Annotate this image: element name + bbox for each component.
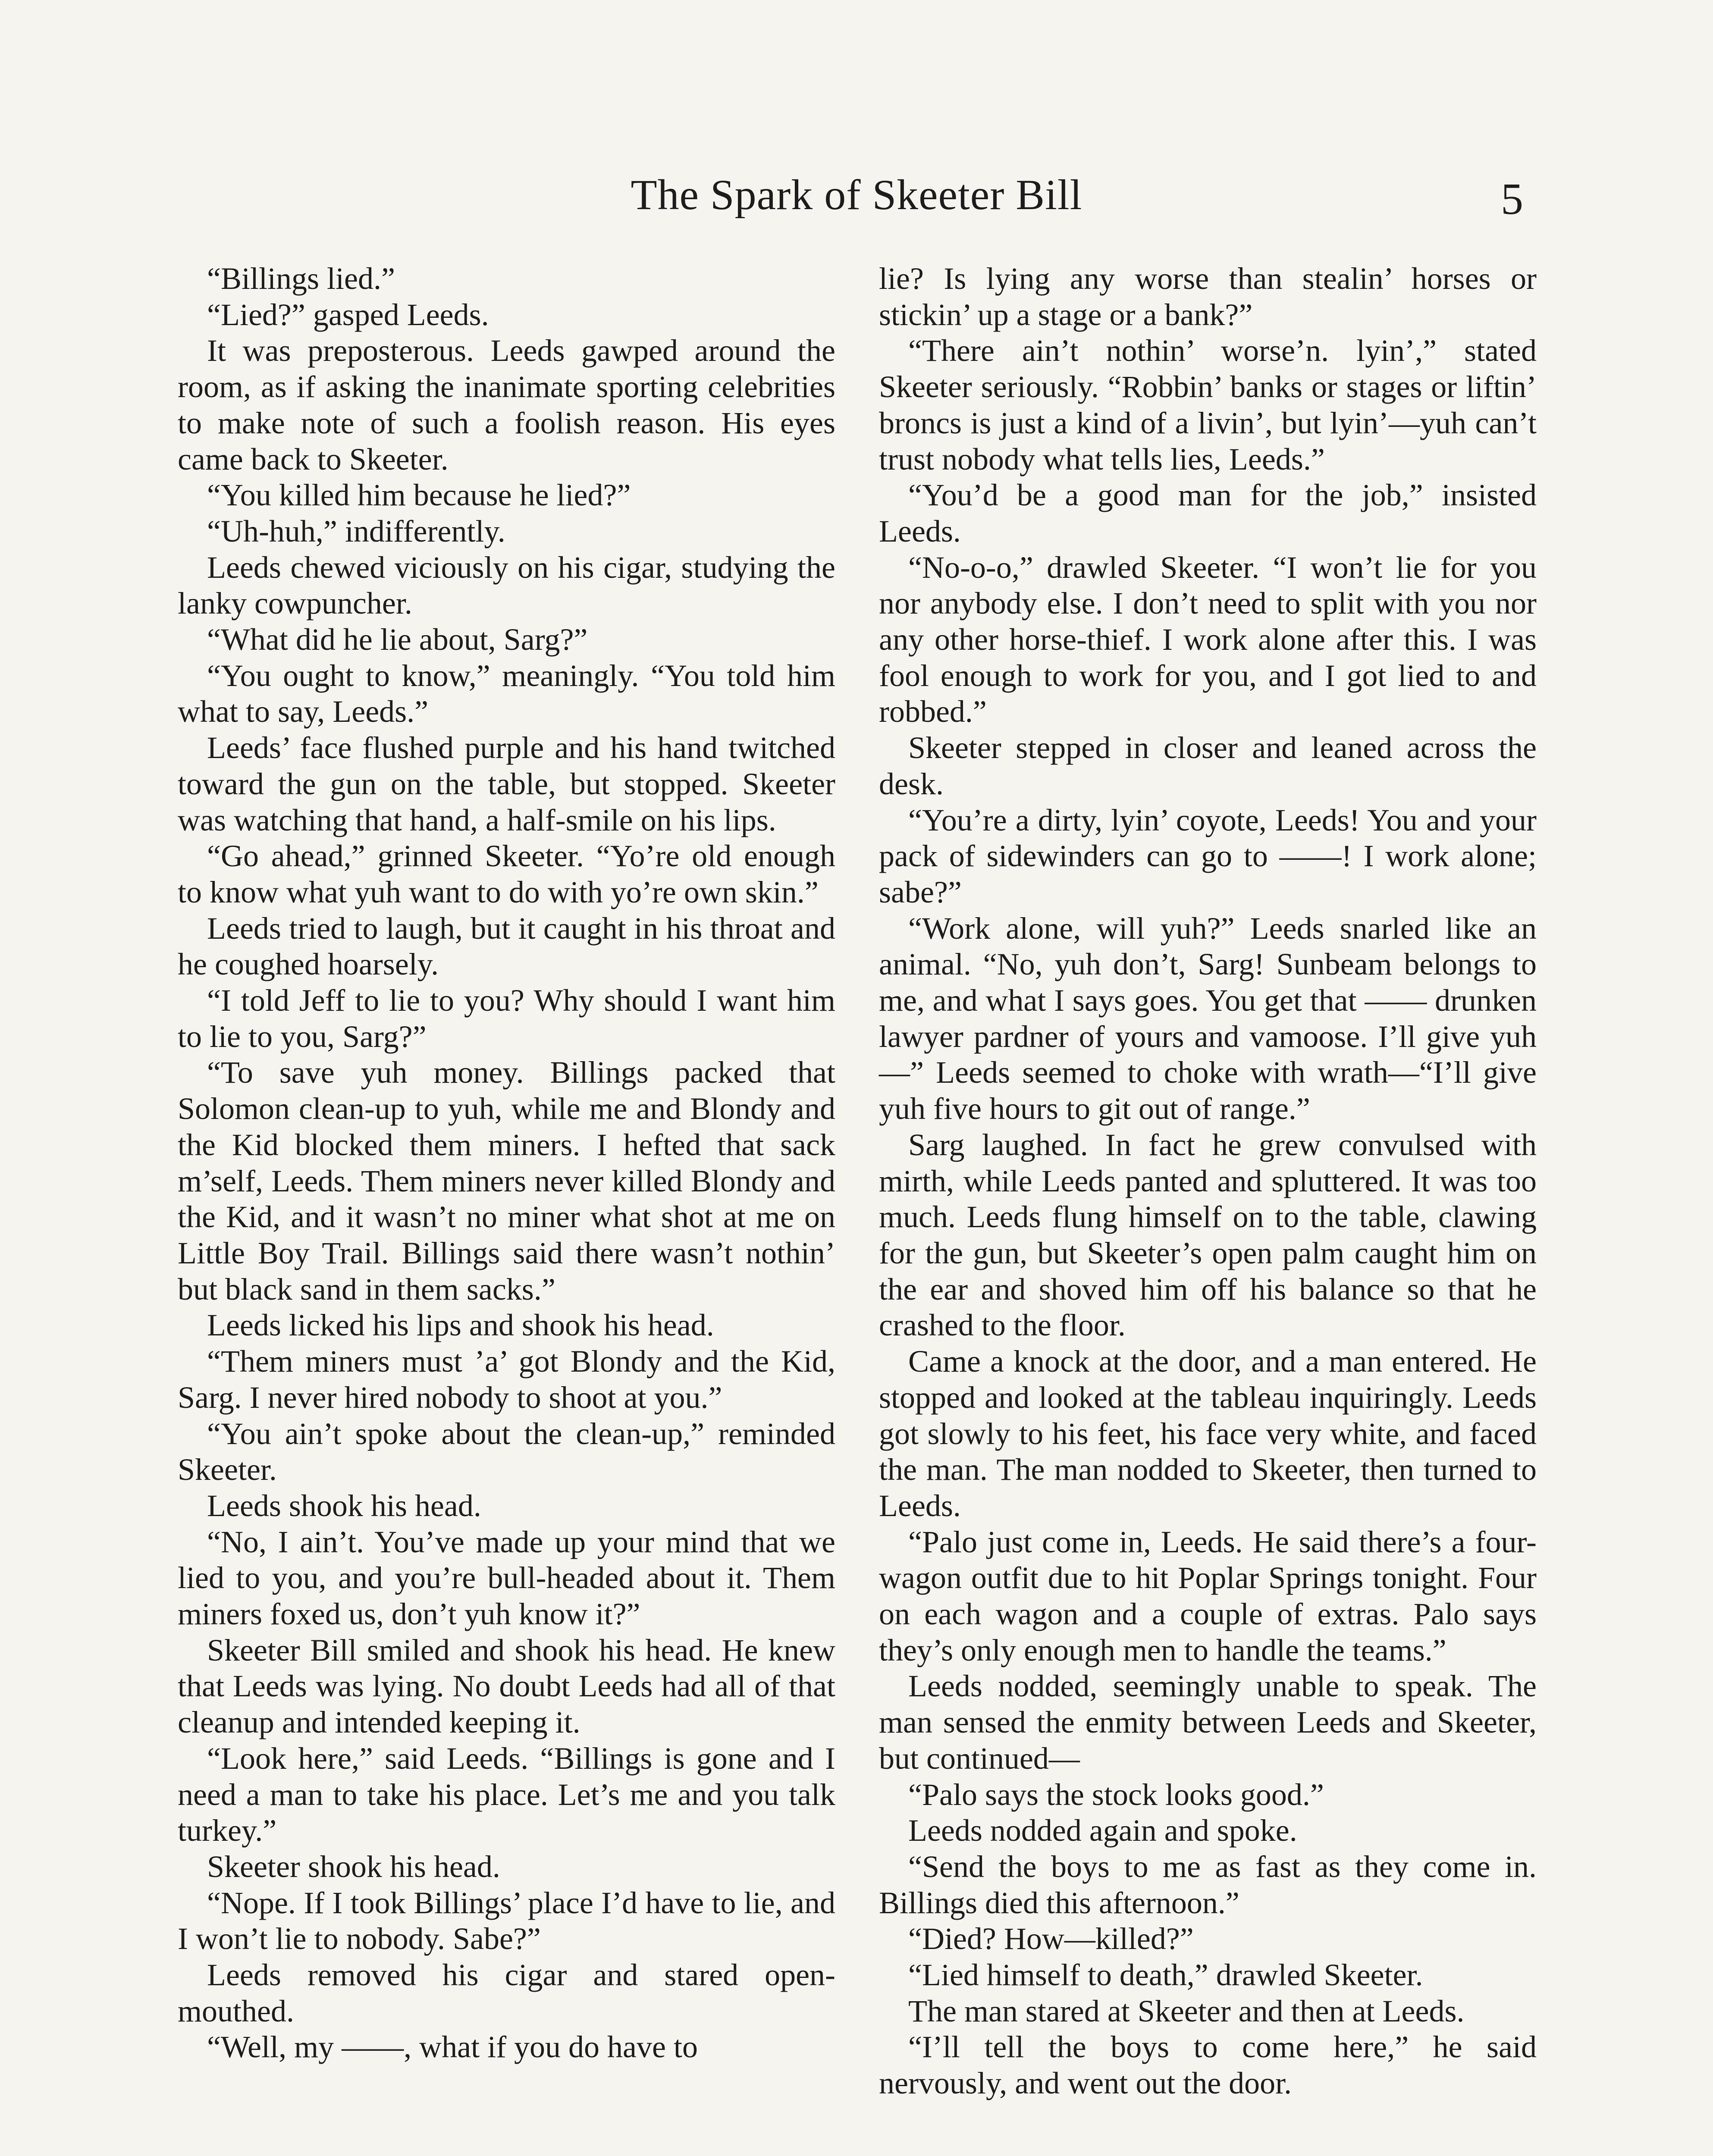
paragraph: Leeds nodded again and spoke. [908, 1813, 1297, 1848]
page-number: 5 [1501, 174, 1523, 224]
paragraph: “No-o-o,” drawled Skeeter. “I won’t lie for you nor anybody else. I don’t need to split with you nor any other horse-thief. I work alone after this. I was fool enough to work for you, and I got lied to and robbed.” [879, 550, 1537, 729]
paragraph: “Palo just come in, Leeds. He said there’s a four-wagon outfit due to hit Poplar Springs tonight. Four on each wagon and a couple of extras. Palo says they’s only enough men to handle the teams.” [879, 1524, 1537, 1667]
paragraph: “Send the boys to me as fast as they come in. Billings died this afternoon.” [879, 1849, 1537, 1920]
paragraph-continued: lie? Is lying any worse than stealin’ horses or stickin’ up a stage or a bank?” [879, 261, 1537, 332]
paragraph: Leeds removed his cigar and stared open-mouthed. [178, 1958, 835, 2028]
paragraph: Skeeter stepped in closer and leaned across the desk. [879, 730, 1537, 801]
paragraph: “To save yuh money. Billings packed that Solomon clean-up to yuh, while me and Blondy and the Kid blocked them miners. I hefted that sack m’self, Leeds. Them miners never killed Blondy and the Kid, and it wasn’t no miner what shot at me on Little Boy Trail. Billings said there wasn’t nothin’ but black sand in them sacks.” [178, 1055, 835, 1307]
paragraph: “What did he lie about, Sarg?” [207, 622, 588, 657]
paragraph: “Work alone, will yuh?” Leeds snarled like an animal. “No, yuh don’t, Sarg! Sunbeam belongs to me, and what I says goes. You get that —— drunken lawyer pardner of yours and vamoose. I’ll give yuh—” Leeds seemed to choke with wrath—“I’ll give yuh five hours to git out of range.” [879, 911, 1537, 1126]
paragraph: “You’d be a good man for the job,” insisted Leeds. [879, 478, 1537, 548]
paragraph: “Them miners must ’a’ got Blondy and the Kid, Sarg. I never hired nobody to shoot at you.” [178, 1344, 835, 1415]
paragraph: It was preposterous. Leeds gawped around the room, as if asking the inanimate sporting celebrities to make note of such a foolish reason. His eyes came back to Skeeter. [178, 333, 835, 476]
running-title: The Spark of Skeeter Bill [631, 171, 1082, 219]
paragraph: “Died? How—killed?” [908, 1921, 1194, 1956]
paragraph: Leeds chewed viciously on his cigar, studying the lanky cowpuncher. [178, 550, 835, 621]
paragraph: Leeds nodded, seemingly unable to speak. The man sensed the enmity between Leeds and Skeeter, but continued— [879, 1669, 1537, 1776]
paragraph: “I told Jeff to lie to you? Why should I want him to lie to you, Sarg?” [178, 983, 835, 1054]
paragraph: “You ain’t spoke about the clean-up,” reminded Skeeter. [178, 1416, 835, 1487]
text-column-right [879, 261, 1537, 2102]
paragraph: “Look here,” said Leeds. “Billings is gone and I need a man to take his place. Let’s me and you talk turkey.” [178, 1741, 835, 1848]
paragraph: “I’ll tell the boys to come here,” he said nervously, and went out the door. [879, 2030, 1537, 2101]
paragraph: Leeds’ face flushed purple and his hand twitched toward the gun on the table, but stopped. Skeeter was watching that hand, a half-smile on his lips. [178, 730, 835, 837]
paragraph: “You killed him because he lied?” [207, 478, 631, 513]
paragraph: “There ain’t nothin’ worse’n. lyin’,” stated Skeeter seriously. “Robbin’ banks or stages or liftin’ broncs is just a kind of a livin’, but lyin’—yuh can’t trust nobody what tells lies, Leeds.” [879, 333, 1537, 476]
paragraph: “Billings lied.” [207, 261, 395, 296]
paragraph: Leeds shook his head. [207, 1488, 481, 1523]
paragraph: Came a knock at the door, and a man entered. He stopped and looked at the tableau inquiringly. Leeds got slowly to his feet, his face very white, and faced the man. The man nodded to Skeeter, then turned to Leeds. [879, 1344, 1537, 1523]
paragraph: “Well, my ——, what if you do have to [207, 2030, 698, 2065]
paragraph: Sarg laughed. In fact he grew convulsed with mirth, while Leeds panted and spluttered. It was too much. Leeds flung himself on to the table, clawing for the gun, but Skeeter’s open palm caught him on the ear and shoved him off his balance so that he crashed to the floor. [879, 1127, 1537, 1343]
paragraph: The man stared at Skeeter and then at Leeds. [908, 1993, 1465, 2028]
paragraph: “You’re a dirty, lyin’ coyote, Leeds! You and your pack of sidewinders can go to ——! I work alone; sabe?” [879, 802, 1537, 909]
paragraph: Leeds tried to laugh, but it caught in his throat and he coughed hoarsely. [178, 911, 835, 982]
text-column-left [178, 261, 835, 2065]
paragraph: “Uh-huh,” indifferently. [207, 514, 505, 548]
paragraph: “Palo says the stock looks good.” [908, 1777, 1324, 1812]
paragraph: Leeds licked his lips and shook his head. [207, 1308, 714, 1343]
paragraph: “You ought to know,” meaningly. “You told him what to say, Leeds.” [178, 658, 835, 729]
paragraph: “Go ahead,” grinned Skeeter. “Yo’re old enough to know what yuh want to do with yo’re own skin.” [178, 839, 835, 909]
paragraph: Skeeter Bill smiled and shook his head. He knew that Leeds was lying. No doubt Leeds had all of that cleanup and intended keeping it. [178, 1633, 835, 1740]
paragraph: “Lied himself to death,” drawled Skeeter. [908, 1958, 1423, 1993]
paragraph: Skeeter shook his head. [207, 1849, 500, 1884]
page-header [0, 169, 1713, 234]
paragraph: “Lied?” gasped Leeds. [207, 297, 489, 332]
paragraph: “Nope. If I took Billings’ place I’d have to lie, and I won’t lie to nobody. Sabe?” [178, 1885, 835, 1956]
paragraph: “No, I ain’t. You’ve made up your mind that we lied to you, and you’re bull-headed about it. Them miners foxed us, don’t yuh know it?” [178, 1524, 835, 1632]
